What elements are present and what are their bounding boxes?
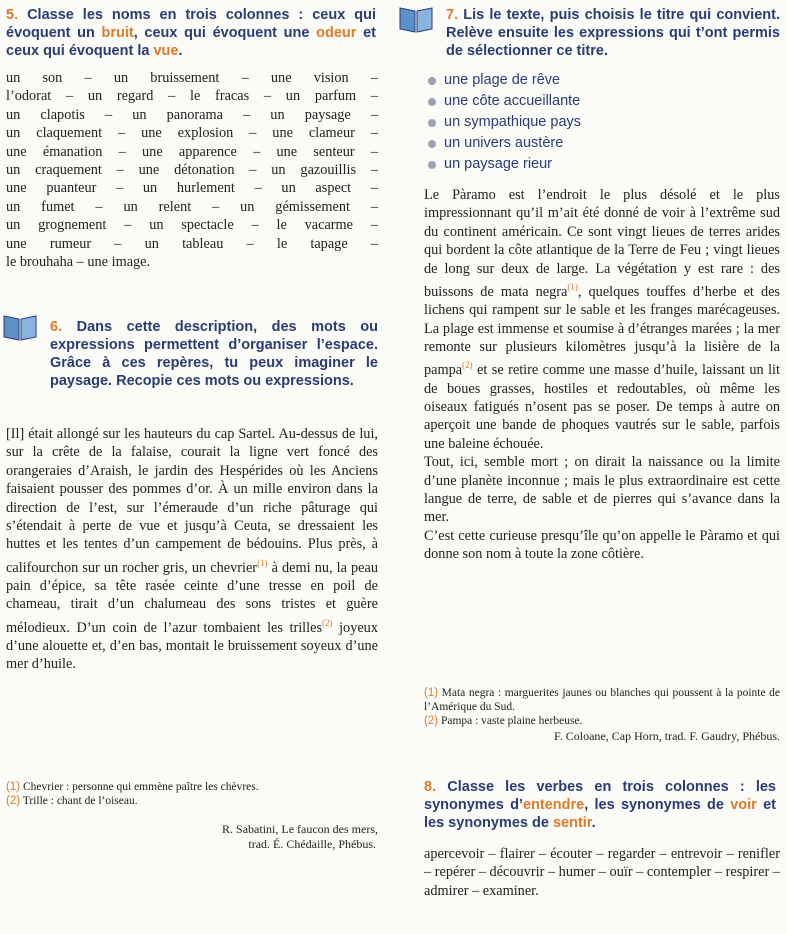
word-line: un fumet – un relent – un gémissement – — [6, 198, 378, 215]
exercise-number: 5. — [6, 7, 19, 23]
exercise-5-instruction — [6, 6, 376, 60]
exercise-7-instruction — [446, 6, 780, 60]
footnote-text: Mata negra : marguerites jaunes ou blanches qui poussent à la pointe de l’Amérique du Sud. — [424, 687, 780, 713]
source-credit: R. Sabatini, Le faucon des mers, — [222, 822, 378, 836]
instruction-text: . — [591, 815, 596, 831]
instruction-text: , ceux qui évoquent une — [133, 25, 310, 41]
footnote — [6, 780, 378, 794]
passage-text: à demi nu, la peau pain d’épice, sa tête rasée ceinte d’une tresse en poil de chameau, tirait d’un chalumeau des sons tristes et guère mélodieux. D’un coin de l’azur tombaient les trilles — [6, 559, 378, 636]
title-option: une plage de rêve — [424, 70, 724, 91]
passage-paragraph: C’est cette curieuse presqu’île qu’on appelle le Pàramo et qui donne son nom à toute la zone côtière. — [424, 527, 780, 563]
keyword-voir: voir — [730, 797, 757, 813]
footnote — [424, 686, 780, 714]
passage-text: , quelques touffes d’herbe et des lichens qui rampent sur le sable et les franges marécageuses. La plage est immense et soumise à d’étranges marées ; la mer remonte sur plusieurs kilomètres jusqu’à la lisière de la pampa — [424, 283, 780, 379]
exercise-6-passage — [6, 425, 378, 674]
footnote-number: (1) — [424, 687, 439, 699]
exercise-6-instruction — [50, 318, 378, 390]
word-line: une émanation – une apparence – une senteur – — [6, 143, 378, 160]
exercise-8-verb-list: apercevoir – flairer – écouter – regarder – entrevoir – renifler – repérer – découvrir – humer – ouïr – contempler – respirer – admirer – examiner. — [424, 846, 780, 899]
word-line: un clapotis – un panorama – un paysage – — [6, 106, 378, 123]
passage-paragraph — [424, 186, 780, 453]
passage-text: [Il] était allongé sur les hauteurs du cap Sartel. Au-dessus de lui, sur la crête de la falaise, courait la ligne vert foncé des orangeraies d’Araish, le jardin des Hespérides où les Anciens faisaient pousser des pommes d’or. À un mille environ dans la direction de l’est, sur l’émeraude d’un riche pâturage qui s’étendait à perte de vue et jusqu’à Ceuta, se dressaient les huttes et les tentes d’un campement de bédouins. Plus près, à califourchon sur un rocher gris, un chevrier — [6, 426, 378, 576]
keyword-odeur: odeur — [316, 25, 357, 41]
footnote-text: Pampa : vaste plaine herbeuse. — [438, 715, 583, 727]
title-option: un sympathique pays — [424, 112, 724, 133]
title-options — [424, 70, 724, 175]
exercise-number: 8. — [424, 779, 437, 795]
instruction-text: Classe les noms en trois colonnes : ceux qui évoquent un — [6, 7, 376, 41]
exercise-6-credit — [6, 822, 378, 852]
word-line: un craquement – une détonation – un gazouillis – — [6, 162, 378, 179]
title-option: un paysage rieur — [424, 154, 724, 175]
instruction-text: et les synonymes de — [424, 797, 776, 831]
word-line: le brouhaha – une image. — [6, 254, 151, 271]
keyword-vue: vue — [153, 43, 179, 59]
instruction-text: . — [178, 43, 183, 59]
title-option: une côte accueillante — [424, 91, 724, 112]
passage-text: Le Pàramo est l’endroit le plus désolé et le plus impressionnant qu’il m’ait été donné de voir à l’extrême sud du continent américain. Ce sont vingt lieues de terres arides qui bordent la côte atlantique de la Terre de Feu ; vingt lieues de long sur deux de large. La végétation y est rare : des buissons de mata negra — [424, 187, 780, 300]
exercise-7-passage — [424, 186, 780, 564]
exercise-number: 7. — [446, 7, 459, 23]
exercise-7-footnotes — [424, 686, 780, 744]
footnote-text: Trille : chant de l’oiseau. — [20, 795, 138, 807]
footnote-number: (2) — [424, 715, 439, 727]
footnote-ref: (1) — [257, 557, 268, 568]
title-option: un univers austère — [424, 133, 724, 154]
passage-paragraph: Tout, ici, semble mort ; on dirait la naissance ou la limite d’une planète inconnue ; mais le plus extraordinaire est cette langue de terre, de sable et de pierres qui s’avance dans la mer. — [424, 454, 780, 526]
word-line: un son – un bruissement – une vision – — [6, 70, 378, 86]
instruction-text: Lis le texte, puis choisis le titre qui convient. Relève ensuite les expressions qui t’ont permis de sélectionner ce titre. — [446, 7, 780, 59]
instruction-text: Dans cette description, des mots ou expressions permettent d’organiser l’espace. Grâce à ces repères, tu peux imaginer le paysage. Recopie ces mots ou expressions. — [50, 319, 378, 389]
exercise-8-instruction — [424, 778, 776, 832]
source-credit: F. Coloane, Cap Horn, trad. F. Gaudry, Phébus. — [554, 729, 780, 743]
footnote-ref: (2) — [322, 617, 333, 628]
instruction-text: , les synonymes de — [584, 797, 724, 813]
exercise-5-word-list — [6, 69, 378, 271]
exercise-number: 6. — [50, 319, 63, 335]
footnote-text: Chevrier : personne qui emmène paître les chèvres. — [20, 781, 259, 793]
book-icon — [398, 4, 434, 34]
footnote — [424, 714, 780, 728]
footnote-number: (1) — [6, 781, 21, 793]
footnote — [6, 794, 378, 808]
footnote-ref: (2) — [462, 360, 473, 371]
word-line: un grognement – un spectacle – le vacarme – — [6, 217, 378, 234]
book-icon — [2, 312, 38, 342]
footnote-ref: (1) — [567, 282, 578, 293]
word-line: un claquement – une explosion – une clameur – — [6, 125, 378, 142]
source-credit: trad. É. Chédaille, Phébus. — [248, 837, 376, 851]
footnote-number: (2) — [6, 795, 21, 807]
exercise-6-footnotes — [6, 780, 378, 808]
passage-text: et se retire comme une masse d’huile, laissant un lit de boues grasses, hostiles et redoutables, où même les oiseaux fatigués n’osent pas se poser. De temps à autre on aperçoit une bande de phoques vautrés sur le sable, parfois une baleine échouée. — [424, 362, 780, 452]
word-line: une puanteur – un hurlement – un aspect – — [6, 180, 378, 197]
instruction-text: Classe les verbes en trois colonnes : les synonymes d’ — [424, 779, 776, 813]
instruction-text: et ceux qui évoquent la — [6, 25, 376, 59]
passage-text: joyeux d’une alouette et, d’en bas, montait le bruissement soyeux d’une mer d’huile. — [6, 619, 378, 673]
word-line: une rumeur – un tableau – le tapage – — [6, 235, 378, 252]
keyword-sentir: sentir — [552, 815, 592, 831]
word-line: l’odorat – un regard – le fracas – un parfum – — [6, 88, 378, 105]
keyword-entendre: entendre — [522, 797, 585, 813]
keyword-bruit: bruit — [101, 25, 134, 41]
